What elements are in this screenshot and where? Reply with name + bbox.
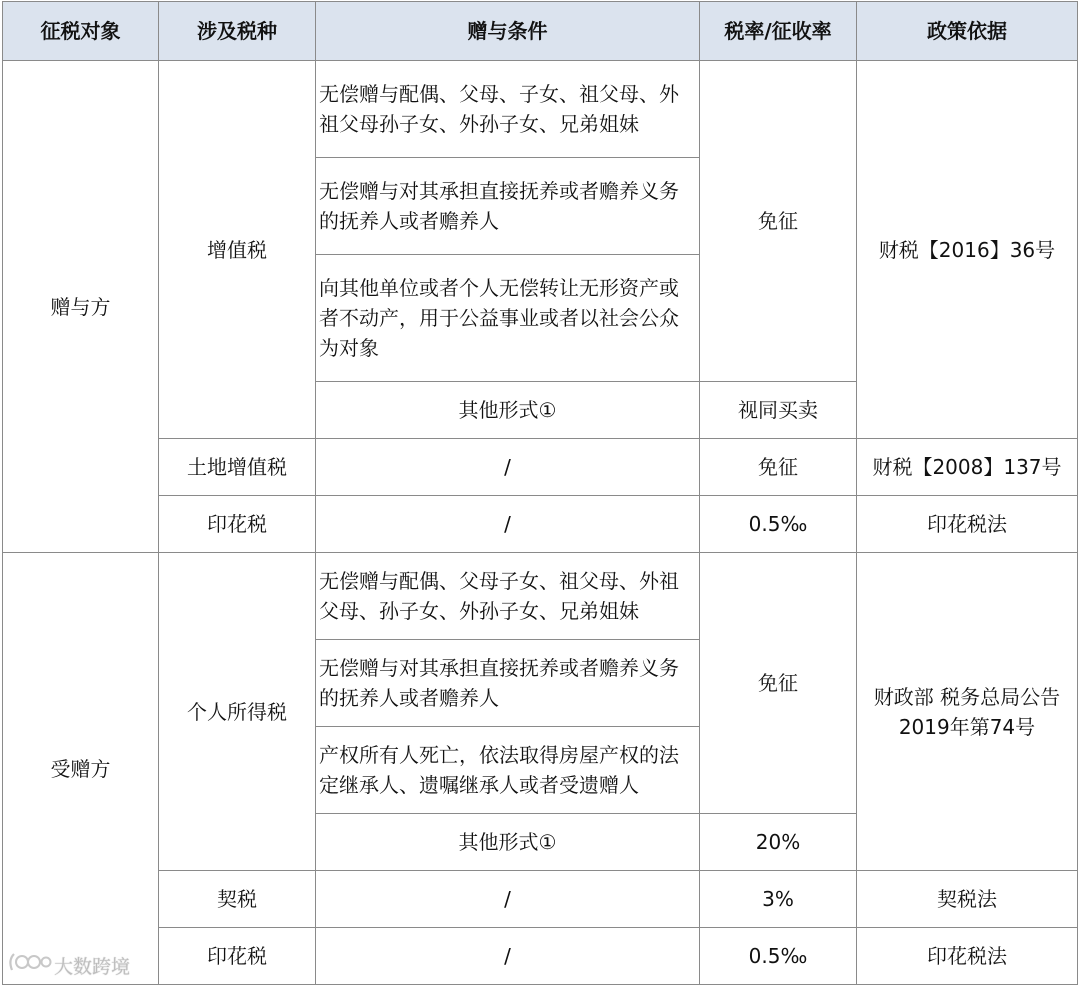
tax-cell: 契税: [159, 871, 316, 928]
table-row: [3, 496, 1078, 553]
rate-cell: 免征: [700, 439, 857, 496]
condition-cell: 无偿赠与配偶、父母子女、祖父母、外祖父母、孙子女、外孙子女、兄弟姐妹: [316, 553, 700, 640]
basis-cell: 印花税法: [857, 496, 1078, 553]
watermark-text: 大数跨境: [54, 956, 131, 978]
rate-cell: 视同买卖: [700, 382, 857, 439]
rate-cell: 0.5‰: [700, 496, 857, 553]
condition-cell: 无偿赠与配偶、父母、子女、祖父母、外祖父母孙子女、外孙子女、兄弟姐妹: [316, 61, 700, 158]
brand-logo-icon: [6, 950, 52, 981]
condition-cell: 产权所有人死亡，依法取得房屋产权的法定继承人、遗嘱继承人或者受遗赠人: [316, 727, 700, 814]
condition-cell: 无偿赠与对其承担直接抚养或者赡养义务的抚养人或者赡养人: [316, 158, 700, 255]
header-subject: 征税对象: [3, 2, 159, 61]
condition-cell: /: [316, 496, 700, 553]
condition-cell: /: [316, 871, 700, 928]
tax-cell: 印花税: [159, 496, 316, 553]
basis-cell: 财税【2016】36号: [857, 61, 1078, 439]
tax-vat: 增值税: [159, 61, 316, 439]
table-row: [3, 61, 1078, 158]
watermark: [6, 950, 146, 980]
basis-cell: 财税【2008】137号: [857, 439, 1078, 496]
gift-tax-table: [2, 1, 1078, 985]
rate-cell: 免征: [700, 553, 857, 814]
rate-cell: 3%: [700, 871, 857, 928]
condition-cell: 无偿赠与对其承担直接抚养或者赡养义务的抚养人或者赡养人: [316, 640, 700, 727]
subject-donor: 赠与方: [3, 61, 159, 553]
condition-cell: /: [316, 928, 700, 985]
basis-cell: 印花税法: [857, 928, 1078, 985]
condition-cell: 向其他单位或者个人无偿转让无形资产或者不动产，用于公益事业或者以社会公众为对象: [316, 255, 700, 382]
table-row: [3, 928, 1078, 985]
condition-cell: 其他形式①: [316, 382, 700, 439]
table-row: [3, 439, 1078, 496]
tax-cell: 土地增值税: [159, 439, 316, 496]
condition-cell: 其他形式①: [316, 814, 700, 871]
table-row: [3, 871, 1078, 928]
header-basis: 政策依据: [857, 2, 1078, 61]
basis-cell: 财政部 税务总局公告2019年第74号: [857, 553, 1078, 871]
header-rate: 税率/征收率: [700, 2, 857, 61]
subject-recipient: 受赠方: [3, 553, 159, 985]
header-condition: 赠与条件: [316, 2, 700, 61]
header-row: [3, 2, 1078, 61]
basis-cell: 契税法: [857, 871, 1078, 928]
tax-iit: 个人所得税: [159, 553, 316, 871]
header-tax-type: 涉及税种: [159, 2, 316, 61]
tax-cell: 印花税: [159, 928, 316, 985]
condition-cell: /: [316, 439, 700, 496]
rate-cell: 0.5‰: [700, 928, 857, 985]
table-row: [3, 553, 1078, 640]
rate-cell: 免征: [700, 61, 857, 382]
rate-cell: 20%: [700, 814, 857, 871]
